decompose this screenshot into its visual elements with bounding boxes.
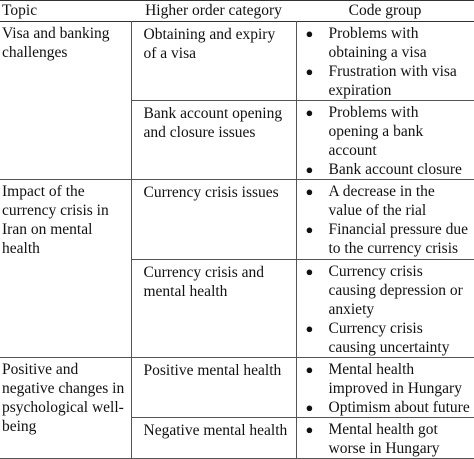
topic-cell: Positive and negative changes in psychological well-being <box>0 358 131 459</box>
code-text: Optimism about future <box>328 399 470 416</box>
list-item <box>297 220 473 258</box>
bullet-icon: ● <box>305 184 314 199</box>
header-higher-order-category: Higher order category <box>145 2 282 19</box>
code-group-cell <box>296 358 474 418</box>
code-text: Currency crisis causing uncertainty <box>328 320 450 356</box>
code-text: A decrease in the value of the rial <box>328 183 435 219</box>
header-code-group: Code group <box>348 2 422 19</box>
category-cell: Positive mental health <box>131 358 296 418</box>
list-item <box>297 420 473 458</box>
topic-cell: Impact of the currency crisis in Iran on mental health <box>0 180 131 358</box>
list-item <box>297 182 473 220</box>
code-group-cell <box>296 180 474 260</box>
code-group-cell <box>296 101 474 180</box>
bullet-icon: ● <box>305 105 314 120</box>
table-row <box>0 22 474 101</box>
list-item <box>297 62 473 100</box>
category-cell: Negative mental health <box>131 418 296 459</box>
code-text: Financial pressure due to the currency crisis <box>328 221 468 257</box>
code-text: Bank account closure <box>328 161 462 178</box>
bullet-icon: ● <box>305 362 314 377</box>
list-item <box>297 398 473 417</box>
bullet-icon: ● <box>305 162 314 177</box>
bullet-icon: ● <box>305 26 314 41</box>
code-text: Problems with opening a bank account <box>328 104 424 159</box>
topic-cell: Visa and banking challenges <box>0 22 131 180</box>
bullet-icon: ● <box>305 400 314 415</box>
code-group-cell <box>296 22 474 101</box>
category-cell: Currency crisis issues <box>131 180 296 260</box>
code-text: Mental health improved in Hungary <box>328 361 462 397</box>
list-item <box>297 360 473 398</box>
code-text: Mental health got worse in Hungary <box>328 421 440 457</box>
bullet-icon: ● <box>305 222 314 237</box>
code-text: Currency crisis causing depression or anxiety <box>328 263 463 318</box>
bullet-icon: ● <box>305 321 314 336</box>
bullet-icon: ● <box>305 264 314 279</box>
code-group-cell <box>296 418 474 459</box>
bullet-icon: ● <box>305 422 314 437</box>
code-text: Frustration with visa expiration <box>328 63 457 99</box>
category-cell: Obtaining and expiry of a visa <box>131 22 296 101</box>
code-text: Problems with obtaining a visa <box>328 25 427 61</box>
code-group-cell <box>296 260 474 358</box>
header-topic: Topic <box>2 2 38 19</box>
list-item <box>297 160 473 179</box>
table-row <box>0 180 474 260</box>
list-item <box>297 319 473 357</box>
header-row <box>0 1 474 22</box>
table-row <box>0 358 474 418</box>
bullet-icon: ● <box>305 64 314 79</box>
category-cell: Bank account opening and closure issues <box>131 101 296 180</box>
category-cell: Currency crisis and mental health <box>131 260 296 358</box>
list-item <box>297 103 473 160</box>
list-item <box>297 24 473 62</box>
list-item <box>297 262 473 319</box>
